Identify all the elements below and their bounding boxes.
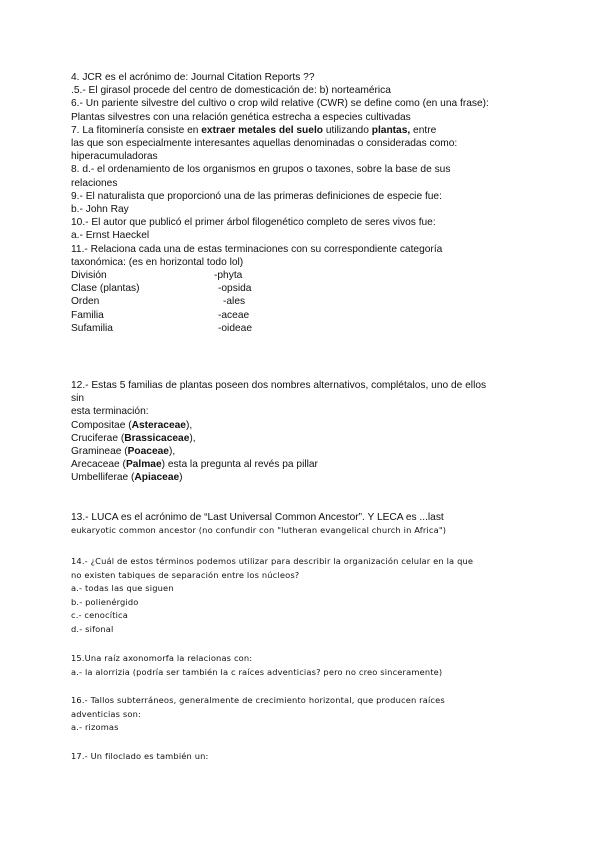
q5-line: .5.- El girasol procede del centro de domesticación de: b) norteamérica	[71, 85, 391, 97]
q4-line: 4. JCR es el acrónimo de: Journal Citation Reports ??	[71, 72, 315, 83]
q10-question: 10.- El autor que publicó el primer árbol filogenético completo de seres vivos fue:	[71, 217, 436, 229]
q14-line-1: 14.- ¿Cuál de estos términos podemos utilizar para describir la organización celular en la que	[71, 556, 474, 566]
q12-line-1: 12.- Estas 5 familias de plantas poseen dos nombres alternativos, complétalos, uno de ellos	[71, 380, 487, 391]
taxa-category: Familia	[71, 309, 104, 321]
q11-line-1: 11.- Relaciona cada una de estas terminaciones con su correspondiente categoría	[71, 243, 443, 255]
family-line	[71, 458, 571, 471]
q14-option: c.- cenocítica	[71, 610, 129, 620]
q16-answer: a.- rizomas	[71, 722, 119, 732]
taxa-category: Sufamilia	[71, 322, 113, 334]
q17-line: 17.- Un filoclado es también un:	[71, 751, 209, 761]
q11-line-2: taxonómica: (es en horizontal todo lol)	[71, 256, 244, 268]
family-new-name: Asteraceae	[131, 419, 186, 431]
taxa-suffix: -oideae	[218, 322, 252, 334]
question-12	[71, 379, 571, 485]
question-17	[71, 750, 571, 764]
taxa-category: División	[71, 270, 107, 282]
taxa-category: Orden	[71, 296, 100, 308]
taxa-row	[71, 269, 571, 282]
q7-text-1: 7. La fitominería consiste en	[71, 124, 202, 136]
q9-answer: b.- John Ray	[71, 204, 129, 216]
family-suffix-text: ),	[189, 432, 196, 444]
q14-option: d.- sifonal	[71, 623, 114, 634]
q7-line-2: las que son especialmente interesantes aquellas denominadas o consideradas como:	[71, 138, 458, 150]
q6-answer: Plantas silvestres con una relación genética estrecha a especies cultivadas	[71, 111, 411, 123]
q8-line-2: relaciones	[71, 177, 118, 189]
q14-option: a.- todas las que siguen	[71, 583, 174, 593]
taxa-row	[71, 295, 571, 308]
q6-question: 6.- Un pariente silvestre del cultivo o crop wild relative (CWR) se define como (en una frase):	[71, 98, 489, 110]
family-new-name: Brassicaceae	[124, 432, 190, 444]
question-13	[71, 511, 571, 537]
family-line	[71, 419, 571, 432]
q16-line-2: adventicias son:	[71, 708, 141, 719]
family-old-name: Arecaceae (	[71, 459, 126, 471]
q7-bold-1: extraer metales del suelo	[201, 124, 323, 136]
q15-answer: a.- la alorrizia (podría ser también la c raíces adventicias? pero no creo sinceramente)	[71, 666, 443, 677]
family-line	[71, 432, 571, 445]
questions-4-to-11	[71, 71, 571, 335]
q13-line-1: 13.- LUCA es el acrónimo de “Last Universal Common Ancestor”. Y LECA es ...last	[71, 512, 444, 523]
family-new-name: Palmae	[125, 459, 162, 471]
q9-question: 9.- El naturalista que proporcionó una de las primeras definiciones de especie fue:	[71, 190, 442, 202]
family-suffix-text: ) esta la pregunta al revés pa pillar	[161, 459, 318, 471]
family-old-name: Compositae (	[71, 419, 132, 431]
family-suffix-text: )	[179, 472, 183, 484]
q14-line-2: no existen tabiques de separación entre los núcleos?	[71, 569, 300, 580]
taxa-row	[71, 322, 571, 335]
taxa-suffix: -ales	[223, 296, 246, 308]
q7-bold-2: plantas,	[371, 124, 411, 136]
family-line	[71, 445, 571, 458]
q13-line-2: eukaryotic common ancestor (no confundir con "lutheran evangelical church in Africa")	[71, 525, 447, 536]
question-14	[71, 555, 571, 636]
q12-line-3: esta terminación:	[71, 406, 149, 418]
q16-line-1: 16.- Tallos subterráneos, generalmente de crecimiento horizontal, que producen raíces	[71, 695, 445, 705]
q7-text-3: entre	[410, 124, 437, 136]
family-old-name: Cruciferae (	[71, 432, 125, 444]
family-new-name: Apiaceae	[134, 472, 180, 484]
family-suffix-text: ),	[168, 446, 176, 458]
q14-option: b.- polienérgido	[71, 596, 139, 607]
family-new-name: Poaceae	[127, 446, 169, 458]
q7-line-1	[71, 124, 571, 137]
taxa-suffix: -phyta	[214, 270, 243, 282]
family-line	[71, 471, 571, 484]
q7-line-3: hiperacumuladoras	[71, 151, 158, 163]
q15-question: 15.Una raíz axonomorfa la relacionas con:	[71, 653, 253, 663]
taxa-suffix: -opsida	[218, 283, 252, 295]
question-16	[71, 694, 571, 735]
family-old-name: Gramineae (	[71, 446, 128, 458]
taxa-row	[71, 282, 571, 295]
q10-answer: a.- Ernst Haeckel	[71, 230, 150, 242]
q12-line-2: sin	[71, 393, 85, 405]
family-suffix-text: ),	[185, 419, 193, 431]
taxa-suffix: -aceae	[218, 309, 250, 321]
q8-line-1: 8. d.- el ordenamiento de los organismos en grupos o taxones, sobre la base de sus	[71, 164, 451, 176]
taxa-category: Clase (plantas)	[71, 283, 140, 295]
family-old-name: Umbelliferae (	[71, 472, 135, 484]
question-15	[71, 652, 571, 679]
q7-text-2: utilizando	[323, 124, 372, 136]
taxa-row	[71, 309, 571, 322]
